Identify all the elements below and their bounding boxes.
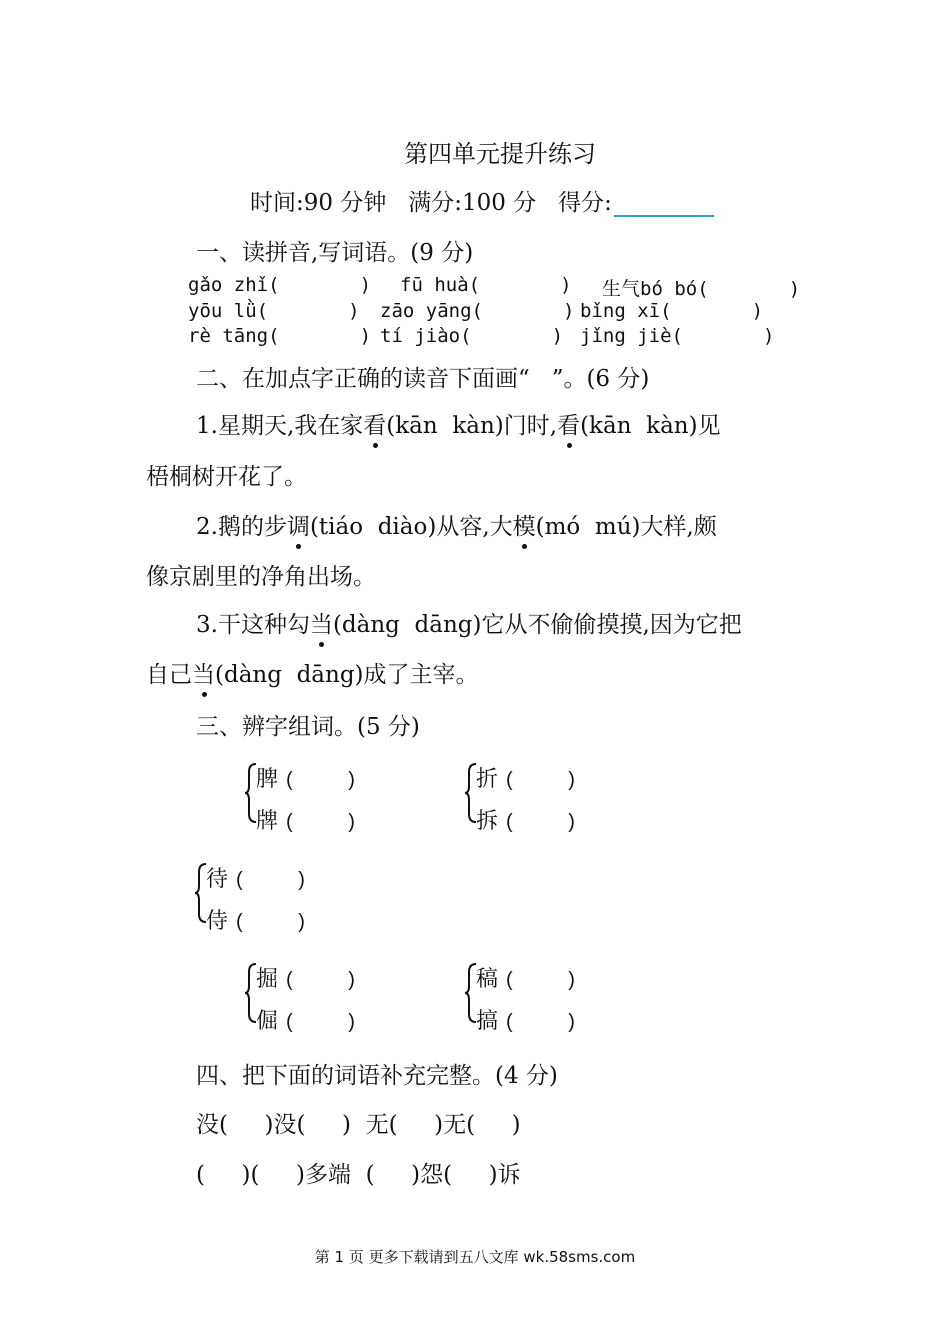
pinyin-item: bǐng xī( )	[580, 300, 764, 322]
char: 搞	[476, 1009, 499, 1034]
char: 稿	[476, 967, 499, 992]
text: 2.鹅的步	[196, 514, 287, 540]
char: 折	[476, 767, 499, 792]
char: 拆	[476, 809, 499, 834]
pinyin-item: rè tāng( )	[188, 325, 372, 347]
time-limit: 时间:90 分钟	[250, 190, 387, 216]
char: 牌	[256, 809, 279, 834]
char-row	[206, 862, 305, 893]
pinyin-item: gǎo zhǐ( )	[188, 274, 372, 296]
idiom-row: ( )( )多端 ( )怨( )诉	[196, 1162, 521, 1188]
char-row	[256, 804, 355, 835]
score-label: 得分:	[558, 190, 612, 216]
char-row	[476, 762, 575, 793]
char-row	[476, 1004, 575, 1035]
answer-blank: ( )	[286, 1011, 355, 1033]
text: (kān kàn)门时,	[386, 413, 558, 439]
idiom-row: 没( )没( ) 无( )无( )	[196, 1112, 521, 1138]
char-row	[206, 904, 305, 935]
question-3-line-2	[146, 656, 479, 689]
text: 1.星期天,我在家	[196, 413, 364, 439]
answer-blank: ( )	[236, 911, 305, 933]
pinyin-item: fū huà( )	[400, 274, 572, 296]
char-pair-group	[464, 762, 624, 832]
char-row	[476, 962, 575, 993]
exam-meta	[250, 184, 714, 217]
char-pair-group	[244, 962, 404, 1032]
char: 侍	[206, 909, 229, 934]
section-3-heading: 三、辨字组词。(5 分)	[196, 714, 420, 740]
section-4-heading: 四、把下面的词语补充完整。(4 分)	[196, 1063, 558, 1089]
answer-blank: ( )	[506, 1011, 575, 1033]
answer-blank: ( )	[506, 969, 575, 991]
char: 待	[206, 867, 229, 892]
char: 倔	[256, 1009, 279, 1034]
question-1-line-2: 梧桐树开花了。	[146, 464, 307, 490]
page-title: 第四单元提升练习	[404, 140, 596, 168]
dotted-char: 看	[557, 407, 580, 440]
text: (mó mú)大样,颇	[535, 514, 717, 540]
score-blank	[614, 193, 714, 217]
page-footer: 第 1 页 更多下载请到五八文库 wk.58sms.com	[314, 1248, 636, 1266]
answer-blank: ( )	[286, 969, 355, 991]
dotted-char: 调	[287, 508, 310, 541]
question-1-line-1	[196, 407, 721, 440]
char: 脾	[256, 767, 279, 792]
text: 3.干这种勾	[196, 612, 310, 638]
char-row	[256, 1004, 355, 1035]
text: (tiáo diào)从容,大	[309, 514, 513, 540]
dotted-char: 当	[310, 606, 333, 639]
char-pair-group	[244, 762, 404, 832]
dotted-char: 看	[363, 407, 386, 440]
char-pair-group	[194, 862, 354, 932]
pinyin-item: yōu lǜ( )	[188, 300, 360, 322]
section-1-heading: 一、读拼音,写词语。(9 分)	[196, 240, 474, 266]
dotted-char: 当	[192, 656, 215, 689]
question-3-line-1	[196, 606, 742, 639]
question-2-line-2: 像京剧里的净角出场。	[146, 564, 376, 590]
question-2-line-1	[196, 508, 717, 541]
char-row	[476, 804, 575, 835]
section-2-heading: 二、在加点字正确的读音下面画“ ”。(6 分)	[196, 366, 650, 392]
dotted-char: 模	[513, 508, 536, 541]
text: (dàng dāng)成了主宰。	[215, 662, 479, 688]
answer-blank: ( )	[286, 811, 355, 833]
pinyin-item: tí jiào( )	[380, 325, 564, 347]
answer-blank: ( )	[286, 769, 355, 791]
pinyin-item: 生气bó bó( )	[602, 278, 801, 300]
char-pair-group	[464, 962, 624, 1032]
pinyin-item: jǐng jiè( )	[580, 325, 775, 347]
char: 掘	[256, 967, 279, 992]
char-row	[256, 962, 355, 993]
text: 自己	[146, 662, 192, 688]
text: (kān kàn)见	[580, 413, 721, 439]
text: (dàng dāng)它从不偷偷摸摸,因为它把	[332, 612, 742, 638]
answer-blank: ( )	[506, 769, 575, 791]
pinyin-item: zāo yāng( )	[380, 300, 575, 322]
answer-blank: ( )	[506, 811, 575, 833]
char-row	[256, 762, 355, 793]
answer-blank: ( )	[236, 869, 305, 891]
full-score: 满分:100 分	[408, 190, 537, 216]
